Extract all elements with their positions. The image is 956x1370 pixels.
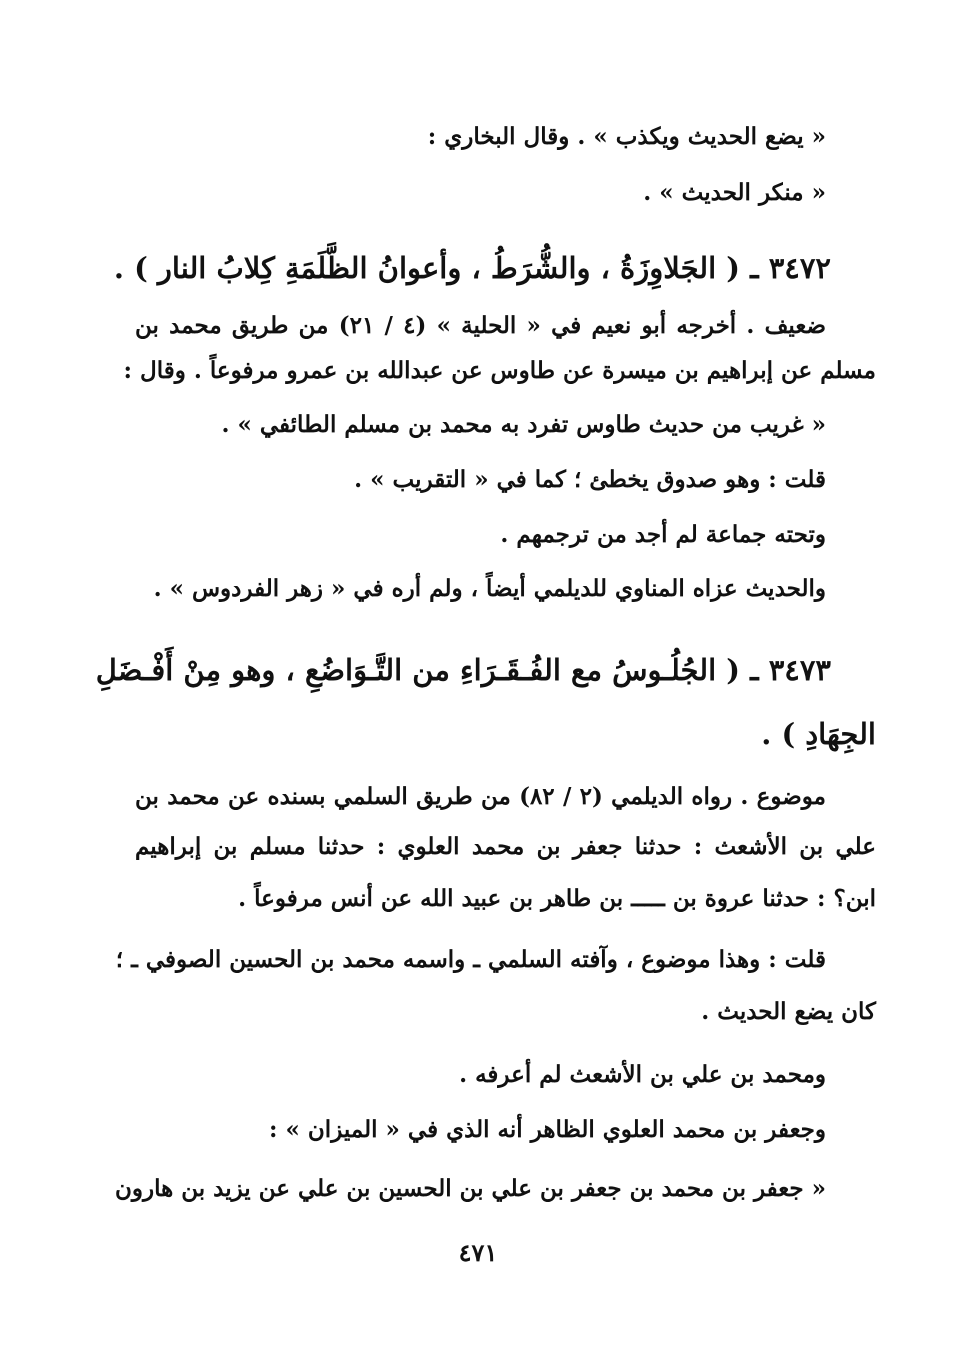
text-line: موضوع . رواه الديلمي (٢ / ٨٢) من طريق السلمي بسنده عن محمد بن <box>135 783 826 810</box>
text-line: قلت : وهذا موضوع ، وآفته السلمي ـ واسمه محمد بن الحسين الصوفي ـ ؛ <box>115 946 826 973</box>
text-line: ابن؟ : حدثنا عروة بن ـــــ بن طاهر بن عبيد الله عن أنس مرفوعاً . <box>238 885 876 912</box>
hadith-heading: ٣٤٧٢ ـ ( الجَلاوِزَةُ ، والشُّرَطُ ، وأعوانُ الظَّلَمَةِ كِلابُ النار ) . <box>113 251 831 285</box>
text-line: « جعفر بن محمد بن جعفر بن علي بن الحسين بن علي عن يزيد بن هارون <box>114 1175 826 1202</box>
text-line: علي بن الأشعث : حدثنا جعفر بن محمد العلوي : حدثنا مسلم بن إبراهيم <box>135 833 876 860</box>
text-line: وجعفر بن محمد العلوي الظاهر أنه الذي في « الميزان » : <box>269 1116 826 1143</box>
text-line: ضعيف . أخرجه أبو نعيم في « الحلية » (٤ / ٢١) من طريق محمد بن <box>135 312 826 339</box>
text-line: « غريب من حديث طاوس تفرد به محمد بن مسلم الطائفي » . <box>221 411 826 438</box>
text-line: قلت : وهو صدوق يخطئ ؛ كما في « التقريب » . <box>354 466 826 493</box>
text-line: والحديث عزاه المناوي للديلمي أيضاً ، ولم أره في « زهر الفردوس » . <box>153 575 826 602</box>
text-line: ومحمد بن علي بن الأشعث لم أعرفه . <box>459 1061 826 1088</box>
hadith-heading-cont: الجِهَادِ ) . <box>761 717 876 751</box>
text-line: مسلم عن إبراهيم بن ميسرة عن طاوس عن عبدالله بن عمرو مرفوعاً . وقال : <box>123 357 876 384</box>
text-line: « يضع الحديث ويكذب » . وقال البخاري : <box>427 123 826 150</box>
text-line: « منكر الحديث » . <box>643 179 826 206</box>
text-line: وتحته جماعة لم أجد من ترجمهم . <box>500 521 826 548</box>
hadith-heading: ٣٤٧٣ ـ ( الجُلُـوسُ مع الفُـقَـرَاءِ من التَّـوَاضُعِ ، وهو مِنْ أَفْـضَلِ <box>95 653 831 687</box>
page-number: ٤٧١ <box>458 1238 498 1267</box>
text-line: كان يضع الحديث . <box>701 998 876 1025</box>
